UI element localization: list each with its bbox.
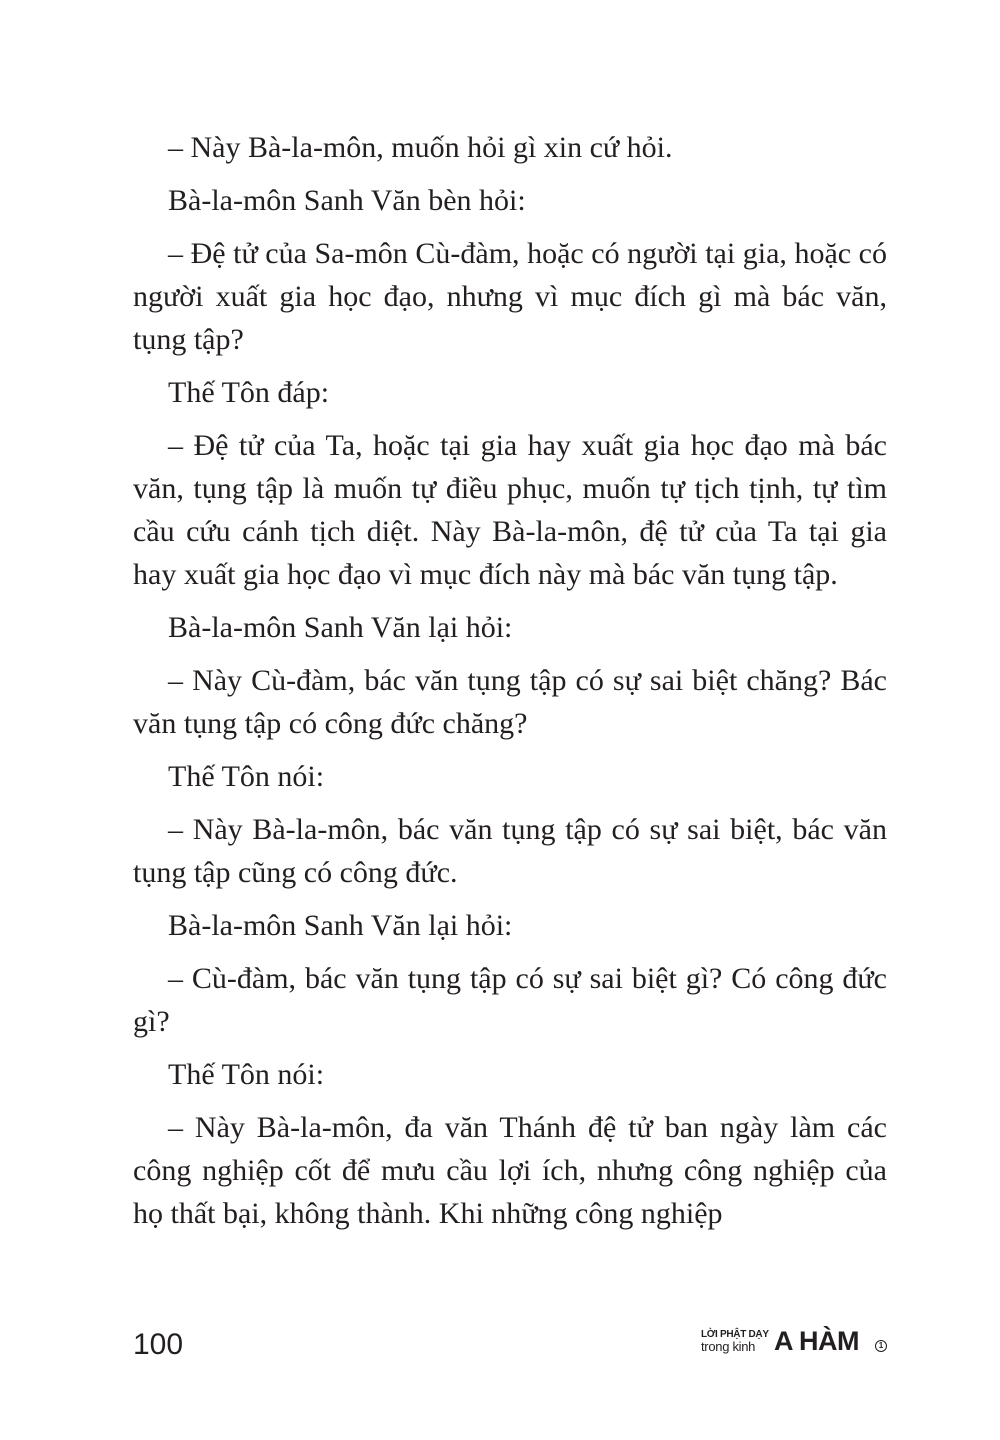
paragraph: Thế Tôn nói:: [168, 760, 325, 793]
paragraph: – Đệ tử của Sa-môn Cù-đàm, hoặc có người tại gia, hoặc có người xuất gia học đạo, nhưng vì mục đích gì mà bác văn, tụng tập?: [133, 237, 887, 356]
paragraph: Thế Tôn nói:: [168, 1058, 325, 1091]
paragraph: – Này Bà-la-môn, muốn hỏi gì xin cứ hỏi.: [168, 131, 673, 164]
paragraph: Bà-la-môn Sanh Văn lại hỏi:: [168, 909, 513, 942]
page-number: 100: [133, 1328, 184, 1361]
paragraph: – Này Bà-la-môn, đa văn Thánh đệ tử ban ngày làm các công nghiệp cốt để mưu cầu lợi ích, nhưng công nghiệp của họ thất bại, không thành. Khi những công nghiệp: [133, 1111, 887, 1230]
paragraph: – Này Bà-la-môn, bác văn tụng tập có sự sai biệt, bác văn tụng tập cũng có công đức.: [133, 813, 887, 889]
volume-badge: 1: [875, 1340, 887, 1352]
book-series-logo: [701, 1328, 887, 1362]
paragraph: – Này Cù-đàm, bác văn tụng tập có sự sai biệt chăng? Bác văn tụng tập có công đức chăng?: [133, 664, 887, 740]
logo-line1: LỜI PHẬT DẠY: [701, 1329, 769, 1340]
paragraph: – Đệ tử của Ta, hoặc tại gia hay xuất gia học đạo mà bác văn, tụng tập là muốn tự điều phục, muốn tự tịch tịnh, tự tìm cầu cứu cánh tịch diệt. Này Bà-la-môn, đệ tử của Ta tại gia hay xuất gia học đạo vì mục đích này mà bác văn tụng tập.: [133, 429, 887, 591]
logo-line2: trong kinh: [701, 1339, 756, 1354]
logo-title: A HÀM: [774, 1326, 859, 1356]
body-text: [133, 126, 887, 1245]
paragraph: Thế Tôn đáp:: [168, 376, 330, 409]
paragraph: Bà-la-môn Sanh Văn lại hỏi:: [168, 611, 513, 644]
paragraph: Bà-la-môn Sanh Văn bèn hỏi:: [168, 184, 526, 217]
paragraph: – Cù-đàm, bác văn tụng tập có sự sai biệt gì? Có công đức gì?: [133, 962, 887, 1038]
page-footer: [133, 1322, 887, 1368]
